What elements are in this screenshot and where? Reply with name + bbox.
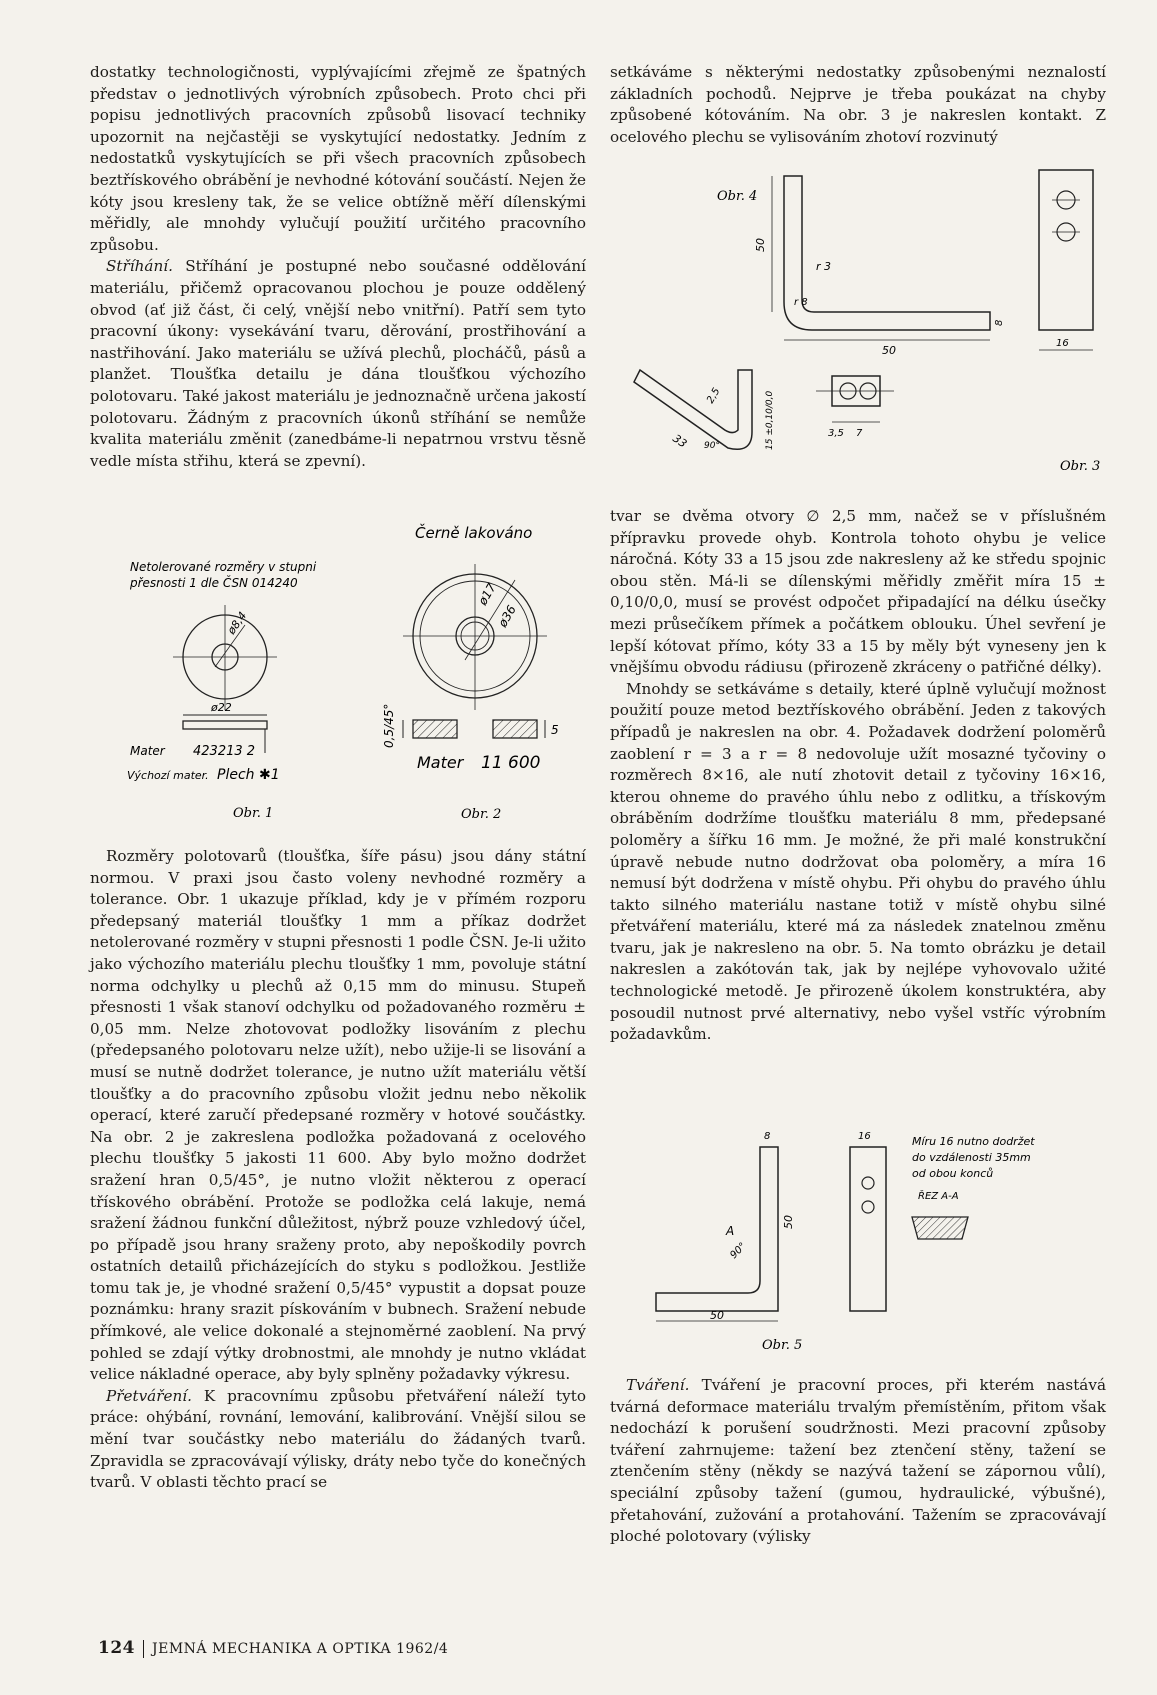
fig4-w: 50 <box>882 344 896 357</box>
fig2-caption: Obr. 2 <box>461 807 502 822</box>
section-heading: Přetváření. <box>106 1386 192 1405</box>
fig2-dim-outer: ø36 <box>495 602 519 630</box>
fig3-d5: 3,5 <box>828 428 844 439</box>
figure-2-drawing <box>355 520 565 825</box>
fig5-top: 8 <box>764 1131 771 1142</box>
fig5-side: 16 <box>858 1131 871 1142</box>
fig4-t: 8 <box>994 319 1005 326</box>
fig4-h: 50 <box>754 238 767 252</box>
fig4-r: r 3 <box>816 260 832 273</box>
fig5-note1: Míru 16 nutno dodržet <box>912 1135 1035 1148</box>
fig1-dim-hole: ø8,4 <box>224 609 250 637</box>
fig5-rez: ŘEZ A-A <box>918 1191 959 1202</box>
fig2-thick: 5 <box>551 723 559 737</box>
paragraph-text: Tváření je pracovní proces, při kterém nastává tvárná deformace materiálu trvalým přemístěním, přitom však nedochází k porušení soudržnosti. Mezi pracovní způsoby tváření zahrnujeme: tažení bez ztenčení stěny, tažení se ztenčením stěny (někdy se nazývá tažení se zápornou vůlí), speciální způsoby tažení (gumou, hydraulické, výbušné), přetahování, zužování a protahování. Tažením se zpracovávají ploché polotovary (výlisky <box>610 1376 1106 1546</box>
fig1-caption: Obr. 1 <box>233 806 274 821</box>
fig1-note1: Netolerované rozměry v stupni <box>130 560 317 574</box>
right-column-mid <box>610 506 1106 1046</box>
paragraph <box>90 256 586 472</box>
section-heading: Tváření. <box>626 1376 690 1394</box>
right-column-top <box>610 62 1106 148</box>
paragraph <box>610 1375 1106 1548</box>
fig1-dim-outer: ø22 <box>211 701 232 714</box>
fig5-note2: do vzdálenosti 35mm <box>912 1151 1031 1164</box>
paragraph: Mnohdy se setkáváme s detaily, které úplně vylučují možnost použití pouze metod beztřískového obrábění. Jeden z takových případů je nakreslen na obr. 4. Požadavek dodržení poloměrů zaoblení r = 3 a r = 8 nedovoluje užít mosazné tyčoviny o rozměrech 8×16, ale nutí zhotovit detail z tyčoviny 16×16, kterou ohneme do pravého úhlu nebo z odlitku, a třískovým obráběním dodržíme tloušťku materiálu 8 mm, předepsané poloměry a šířku 16 mm. Je možné, že při malé konstrukční úpravě nebude nutno dodržovat oba poloměry, a míra 16 nemusí být dodržena v místě ohybu. Při ohybu do pravého úhlu takto silného materiálu nastane totiž v místě ohybu silné přetváření materiálu, které má za následek znatelnou změnu tvaru, jak je nakresleno na obr. 5. Na tomto obrázku je detail nakreslen a zakótován tak, jak by nejlépe vyhovovalo užité technologické metodě. Je přirozeně úkolem konstruktéra, aby posoudil nutnost prvé alternativy, nebo vyšel vstříc výrobním požadavkům. <box>610 679 1106 1044</box>
paragraph-text: K pracovnímu způsobu přetváření náleží tyto práce: ohýbání, rovnání, lemování, kalibrování. Vnější silou se mění tvar součástky nebo materiálu do žádaných tvarů. Zpravidla se zpracovávají výlisky, dráty nebo tyče do konečných tvarů. V oblasti těchto prací se <box>90 1386 586 1492</box>
fig2-chamfer: 0,5/45° <box>382 703 396 748</box>
fig4-r2: r 8 <box>794 297 808 308</box>
fig5-angle: 90° <box>728 1240 749 1262</box>
figure-4-drawing <box>612 160 1107 480</box>
fig2-dim-hole: ø17 <box>475 580 499 608</box>
paragraph: dostatky technologičnosti, vyplývajícími zřejmě ze špatných představ o jednotlivých výrobních způsobech. Proto chci při popisu jednotlivých pracovních způsobů lisovací techniky upozornit na nejčastěji se vyskytující nedostatky. Jedním z nedostatků vyskytujících se při všech pracovních způsobech beztřískového obrábění je nevhodné kótování součástí. Nejen že kóty jsou kresleny tak, že se velice obtížně měří dílenskými měřidly, ale mnohdy vylučují použití určitého pracovního způsobu. <box>90 63 586 254</box>
fig1-mater-value: 423213 2 <box>193 744 256 759</box>
fig4-caption: Obr. 4 <box>717 189 758 204</box>
fig5-h: 50 <box>782 1215 795 1229</box>
left-column-bottom <box>90 846 586 1494</box>
figure-1-drawing <box>125 555 355 825</box>
fig2-mater-value: 11 600 <box>481 753 541 773</box>
paragraph: Rozměry polotovarů (tloušťka, šíře pásu) jsou dány státní normou. V praxi jsou často voleny nevhodné rozměry a tolerance. Obr. 1 ukazuje příklad, kdy je v přímém rozporu předepsaný materiál tloušťky 1 mm a příkaz dodržet netolerované rozměry v stupni přesnosti 1 podle ČSN. Je-li užito jako výchozího materiálu plechu tloušťky 1 mm, povoluje státní norma odchylky u plechů až 0,15 mm do minusu. Stupeň přesnosti 1 však stanoví odchylku od požadovaného rozměru ± 0,05 mm. Nelze zhotovovat podložky lisováním z plechu (předepsaného polotovaru nelze užít), nebo užije-li se lisování a musí se nutně dodržet tolerance, je nutno užít materiálu větší tloušťky a do pracovního způsobu vložit jednu nebo několik operací, které zaručí předepsané rozměry v hotové součástky. Na obr. 2 je zakreslena podložka požadovaná z ocelového plechu tloušťky 5 jakosti 11 600. Aby bylo možno dodržet sražení hran 0,5/45°, je nutno vložit některou z operací třískového obrábění. Protože se podložka celá lakuje, nemá sražení žádnou funkční důležitost, nýbrž pouze vzhledový účel, po případě jsou hrany sraženy proto, aby nepoškodily povrch ostatních detailů přicházejících do styku s podložkou. Jestliže tomu tak je, je vhodné sražení 0,5/45° vypustit a dopsat pouze poznámku: hrany srazit pískováním v bubnech. Sražení nebude přímkové, ale velice dokonalé a stejnoměrné zaoblení. Na prvý pohled se zdají výtky drobnostmi, ale mnohdy je nutno vkládat velice nákladné operace, aby byly splněny požadavky výkresu. <box>90 847 586 1384</box>
paragraph <box>90 1386 586 1494</box>
fig2-title: Černě lakováno <box>415 524 533 542</box>
page-footer <box>98 1638 448 1658</box>
paragraph: tvar se dvěma otvory ∅ 2,5 mm, načež se v příslušném přípravku provede ohyb. Kontrola tohoto ohybu je velice náročná. Kóty 33 a 15 jsou zde nakresleny až ke středu spojnic obou stěn. Má-li se dílenskými měřidly změřit míra 15 ± 0,10/0,0, musí se provést odpočet připadající na délku úsečky mezi průsečíkem přímek a počátkem oblouku. Úhel sevření je lepší kótovat přímo, kóty 33 a 15 by měly být vyneseny jen k vnějšímu obvodu rádiusu (přirozeně zkráceny o patřičné délky). <box>610 507 1106 677</box>
fig5-note3: od obou konců <box>912 1167 994 1180</box>
fig1-vych-label: Výchozí mater. <box>127 769 209 782</box>
figure-5 <box>650 1125 1070 1355</box>
fig1-vych-value: Plech ✱1 <box>217 767 280 783</box>
fig3-d2: 15 ±0,10/0,0 <box>765 390 775 450</box>
fig1-mater-label: Mater <box>130 744 165 758</box>
fig1-note2: přesnosti 1 dle ČSN 014240 <box>130 576 298 590</box>
fig5-w: 50 <box>710 1309 724 1322</box>
right-column-bottom <box>610 1375 1106 1548</box>
section-heading: Stříhání. <box>106 257 173 276</box>
fig3-d1: 33 <box>670 431 690 451</box>
fig2-mater-label: Mater <box>417 753 464 772</box>
fig5-sec: A <box>726 1224 735 1238</box>
paragraph: setkáváme s některými nedostatky způsobenými neznalostí základních pochodů. Nejprve je třeba poukázat na chyby způsobené kótováním. Na obr. 3 je nakreslen kontakt. Z ocelového plechu se vylisováním zhotoví rozvinutý <box>610 63 1106 146</box>
journal-name: JEMNÁ MECHANIKA A OPTIKA 1962/4 <box>152 1641 449 1657</box>
figure-2 <box>355 520 565 825</box>
figure-4-and-3 <box>612 160 1107 480</box>
fig3-caption: Obr. 3 <box>1060 459 1101 474</box>
fig3-d4: 90° <box>704 441 720 451</box>
left-column-top <box>90 62 586 472</box>
page-number: 124 <box>98 1638 135 1658</box>
fig5-caption: Obr. 5 <box>762 1338 803 1353</box>
figure-1 <box>125 555 355 825</box>
fig3-d3: 2,5 <box>705 386 723 406</box>
footer-divider <box>143 1640 144 1658</box>
fig3-d6: 7 <box>856 428 863 439</box>
fig4-side: 16 <box>1056 338 1069 349</box>
paragraph-text: Stříhání je postupné nebo současné oddělování materiálu, přičemž opracovanou plochou je pouze oddělený obvod (ať již část, či celý, vnější nebo vnitřní). Patří sem tyto pracovní úkony: vysekávání tvaru, děrování, prostřihování a nastřihování. Jako materiálu se užívá plechů, plocháčů, pásů a planžet. Tloušťka detailu je dána tloušťkou výchozího polotovaru. Také jakost materiálu je jednoznačně určena jakostí polotovaru. Žádným z pracovních úkonů stříhání se nemůže kvalita materiálu změnit (zanedbáme-li nepatrnou vrstvu těsně vedle místa střihu, která se zpevní). <box>90 257 586 470</box>
figure-5-drawing <box>650 1125 1070 1355</box>
